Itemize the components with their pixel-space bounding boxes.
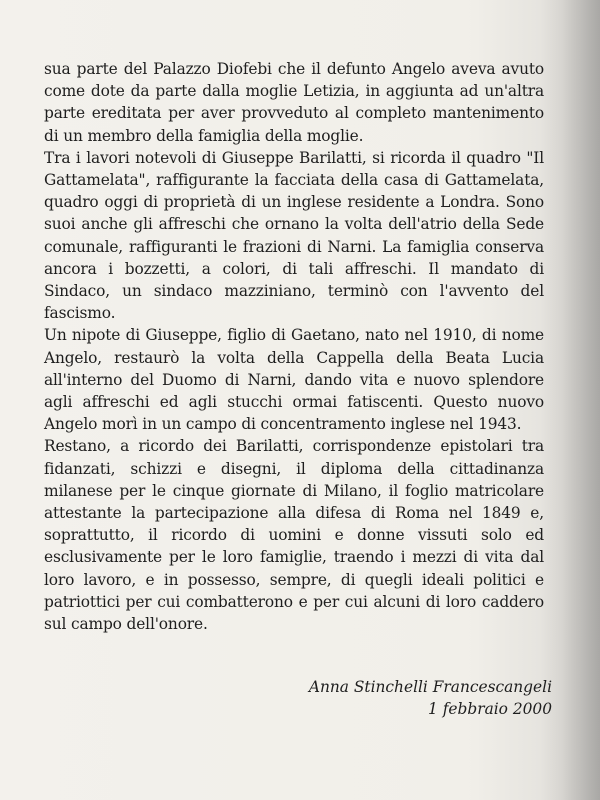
author-name: Anna Stinchelli Francescangeli [308,678,552,696]
paragraph-4: Restano, a ricordo dei Barilatti, corrispondenze epistolari tra fidanzati, schizzi e disegni, il diploma della cittadinanza milanese per le cinque giornate di Milano, il foglio matricolare attestante la partecipazione alla difesa di Roma nel 1849 e, soprattutto, il ricordo di uomini e donne vissuti solo ed esclusivamente per le loro famiglie, traendo i mezzi di vita dal loro lavoro, e in possesso, sempre, di quegli ideali politici e patriottici per cui combatterono e per cui alcuni di loro caddero sul campo dell'onore. [44,437,544,634]
paragraph-2: Tra i lavori notevoli di Giuseppe Barilatti, si ricorda il quadro "Il Gattamelata", raffigurante la facciata della casa di Gattamelata, quadro oggi di proprietà di un inglese residente a Londra. Sono suoi anche gli affreschi che ornano la volta dell'atrio della Sede comunale, raffiguranti le frazioni di Narni. La famiglia conserva ancora i bozzetti, a colori, di tali affreschi. Il mandato di Sindaco, un sindaco mazziniano, terminò con l'avvento del fascismo. [44,148,544,323]
body-text [44,58,544,635]
paragraph-1: sua parte del Palazzo Diofebi che il defunto Angelo aveva avuto come dote da parte dalla moglie Letizia, in aggiunta ad un'altra parte ereditata per aver provveduto al completo mantenimento di un membro della famiglia della moglie. [44,60,544,145]
paragraph-3: Un nipote di Giuseppe, figlio di Gaetano, nato nel 1910, di nome Angelo, restaurò la volta della Cappella della Beata Lucia all'interno del Duomo di Narni, dando vita e nuovo splendore agli affreschi ed agli stucchi ormai fatiscenti. Questo nuovo Angelo morì in un campo di concentramento inglese nel 1943. [44,326,544,434]
signature-date: 1 febbraio 2000 [428,700,552,718]
signature-block [309,676,552,720]
page-gutter-shadow [562,0,600,800]
